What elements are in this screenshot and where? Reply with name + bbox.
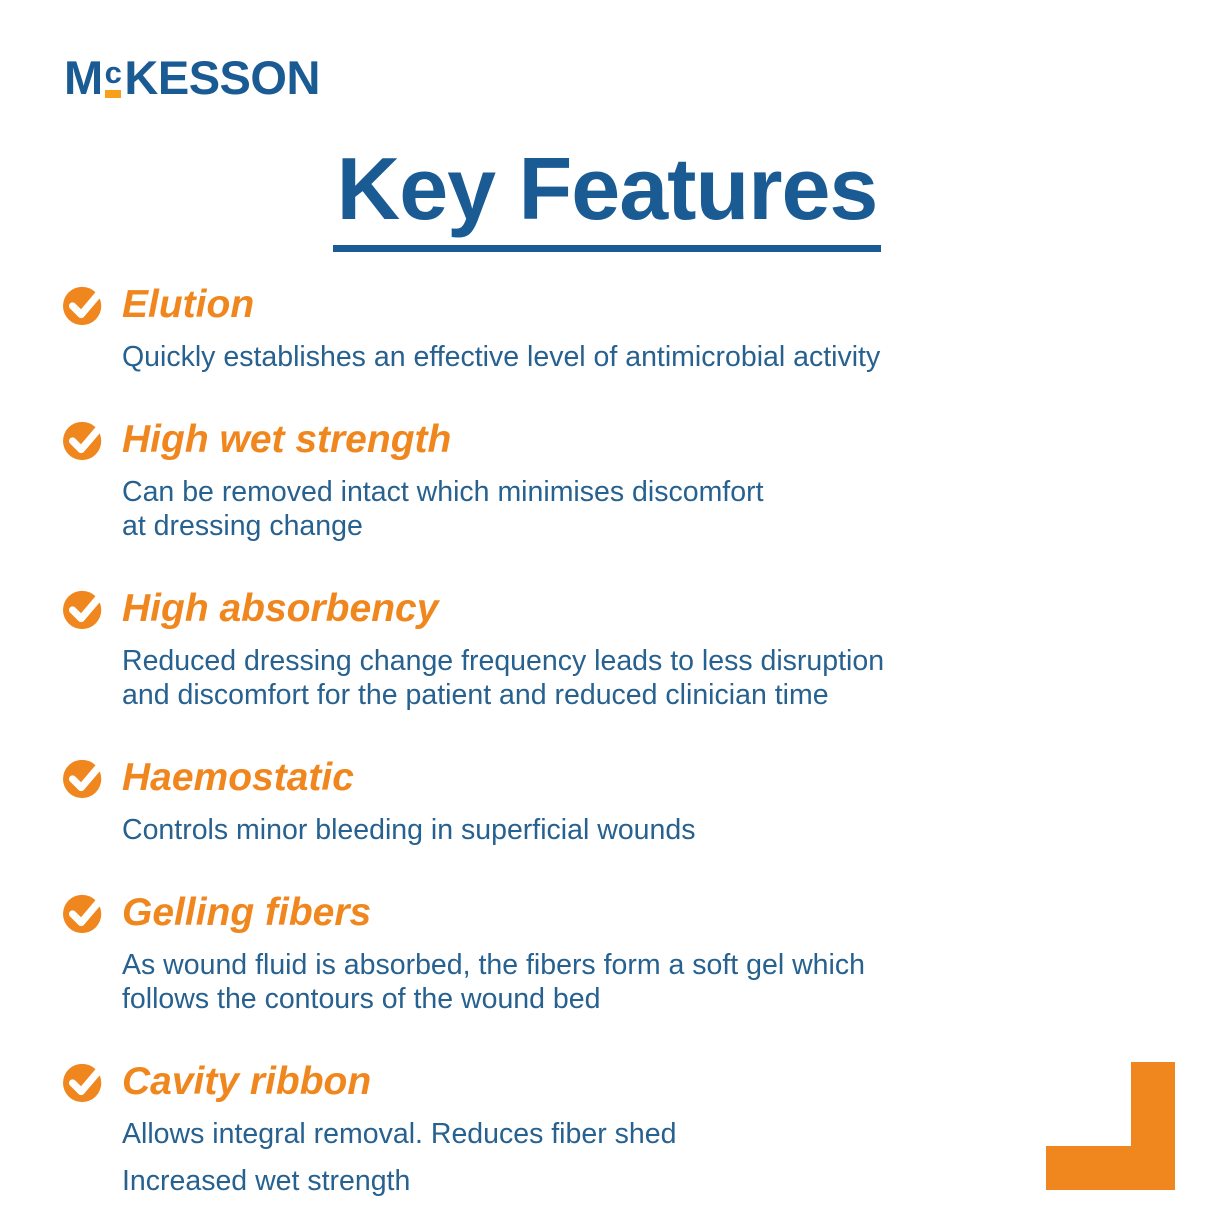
feature-item [63, 1060, 1095, 1198]
feature-body [122, 1117, 1095, 1198]
page-title: Key Features [333, 142, 882, 252]
feature-heading: High wet strength [122, 418, 452, 461]
feature-item [63, 418, 1095, 543]
feature-description: Allows integral removal. Reduces fiber shed [122, 1118, 677, 1150]
feature-heading: Haemostatic [122, 756, 354, 799]
check-icon [63, 283, 107, 327]
features-list [63, 283, 1095, 1198]
feature-body [122, 475, 1095, 543]
feature-item [63, 756, 1095, 847]
feature-heading: Cavity ribbon [122, 1060, 372, 1103]
feature-body [122, 813, 1095, 847]
feature-description: Quickly establishes an effective level of antimicrobial activity [122, 341, 881, 373]
check-icon [63, 587, 107, 631]
feature-body [122, 948, 1095, 1016]
corner-l-shape-decoration [1046, 1062, 1175, 1190]
feature-body [122, 340, 1095, 374]
check-icon [63, 891, 107, 935]
check-icon [63, 1060, 107, 1104]
feature-item [63, 587, 1095, 712]
feature-body [122, 644, 1095, 712]
title-wrap [0, 139, 1214, 252]
feature-description: Reduced dressing change frequency leads to less disruption and discomfort for the patient and reduced clinician time [122, 645, 885, 711]
feature-heading: High absorbency [122, 587, 439, 630]
logo-letter-m: M [64, 51, 103, 104]
logo-rest: KESSON [124, 51, 320, 104]
feature-description: Can be removed intact which minimises discomfort at dressing change [122, 476, 764, 542]
feature-item [63, 891, 1095, 1016]
feature-heading: Gelling fibers [122, 891, 372, 934]
mckesson-logo [64, 51, 320, 104]
feature-description: As wound fluid is absorbed, the fibers form a soft gel which follows the contours of the wound bed [122, 949, 865, 1015]
feature-item [63, 283, 1095, 374]
check-icon [63, 418, 107, 462]
feature-description: Controls minor bleeding in superficial wounds [122, 814, 696, 846]
feature-description: Increased wet strength [122, 1165, 411, 1197]
logo-letter-c-underlined: c [105, 57, 122, 98]
check-icon [63, 756, 107, 800]
feature-heading: Elution [122, 283, 255, 326]
